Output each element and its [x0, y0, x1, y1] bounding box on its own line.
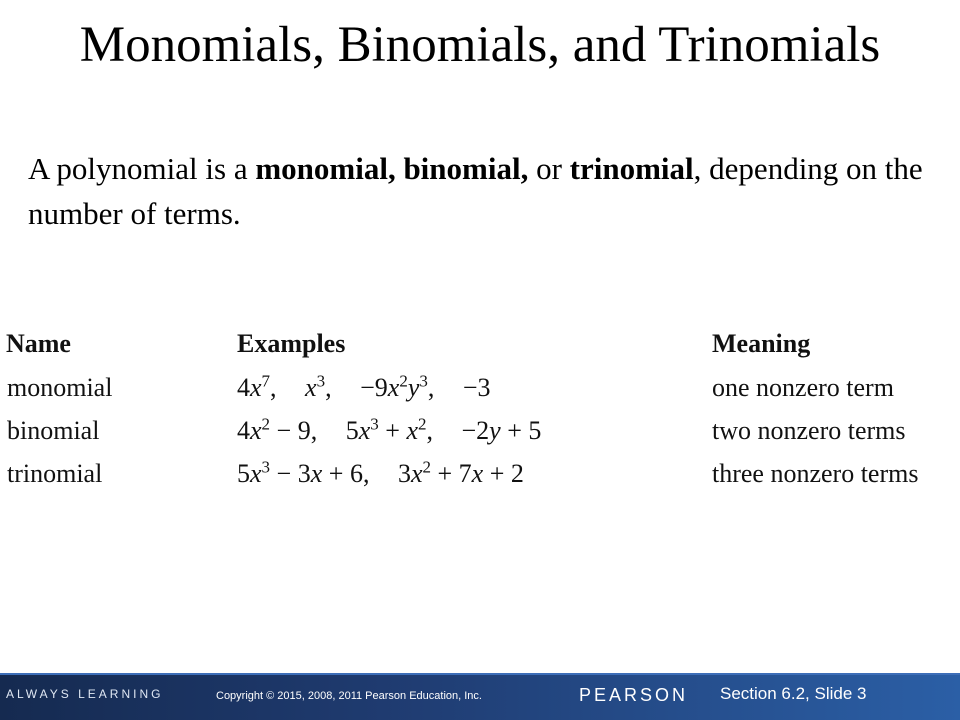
- slide-number: Section 6.2, Slide 3: [720, 684, 867, 703]
- row-examples: [231, 409, 706, 452]
- header-name: Name: [6, 329, 71, 358]
- intro-bold-1: monomial, binomial,: [255, 151, 529, 186]
- row-meaning: one nonzero term: [712, 372, 894, 402]
- footer-band: [0, 673, 960, 675]
- pearson-logo: PEARSON: [579, 685, 689, 705]
- intro-text-3: , depending on the number of terms.: [28, 151, 923, 231]
- footer-copyright: Copyright © 2015, 2008, 2011 Pearson Education, Inc.: [216, 690, 482, 702]
- header-meaning: Meaning: [712, 329, 811, 358]
- intro-paragraph: [28, 146, 938, 236]
- intro-text-1: A polynomial is a: [28, 151, 256, 186]
- table-header-row: [0, 322, 960, 366]
- examples-math: $5x^3 - 3x + 6$, $3x^2 + 7x + 2$: [237, 457, 524, 489]
- row-examples: [231, 452, 706, 495]
- row-name: binomial: [7, 415, 100, 445]
- polynomial-table: [0, 322, 960, 495]
- row-name: monomial: [7, 372, 113, 402]
- row-meaning: two nonzero terms: [712, 415, 906, 445]
- slide-title: Monomials, Binomials, and Trinomials: [79, 17, 881, 73]
- table-row: [0, 366, 960, 409]
- table-row: [0, 409, 960, 452]
- footer-bar: [0, 673, 960, 720]
- footer-tagline: ALWAYS LEARNING: [6, 687, 164, 701]
- row-meaning: three nonzero terms: [712, 458, 919, 488]
- row-name: trinomial: [7, 458, 103, 488]
- intro-text-2: or: [528, 151, 570, 186]
- table-row: [0, 452, 960, 495]
- examples-math: $4x^2 - 9$, $5x^3 + x^2$, −2y + 5: [237, 414, 542, 446]
- intro-bold-2: trinomial: [569, 151, 694, 186]
- header-examples: Examples: [237, 329, 346, 358]
- row-examples: [231, 366, 706, 409]
- examples-math: $4x^7$, $x^3$, $-9x^2y^3$, −3: [237, 371, 491, 403]
